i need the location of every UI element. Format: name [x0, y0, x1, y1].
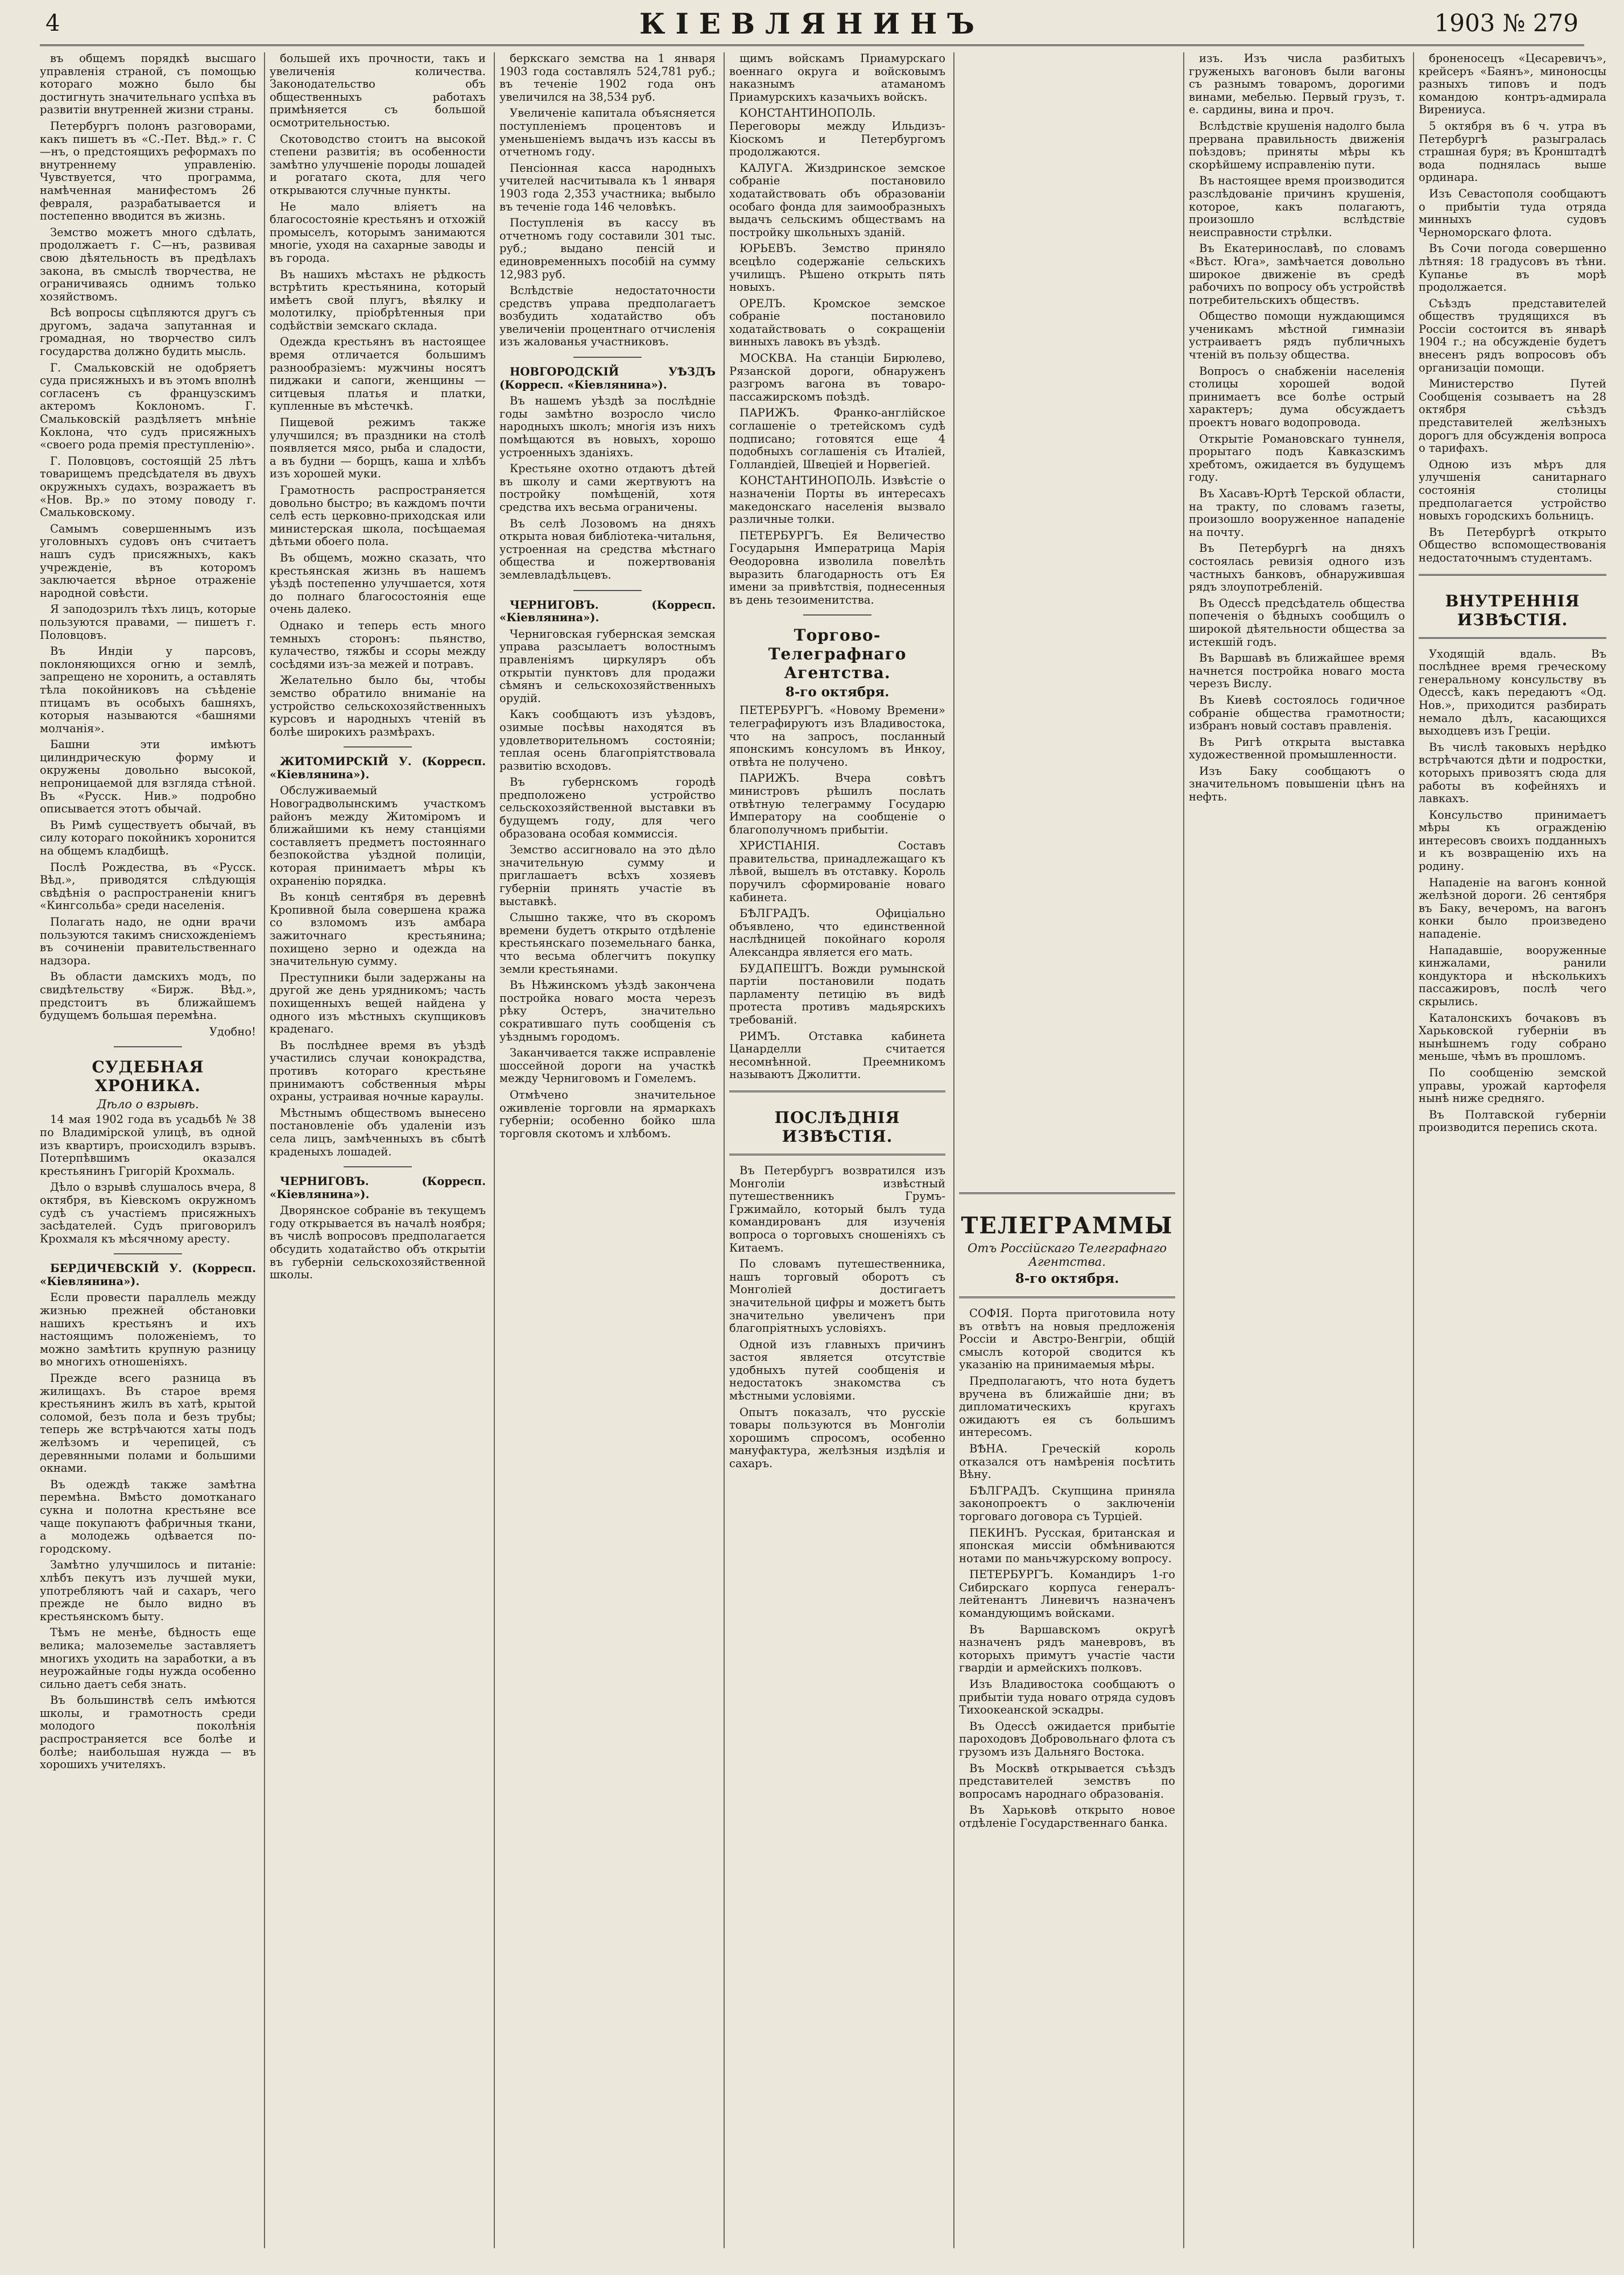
paragraph: ЮРЬЕВЪ. Земство приняло всецѣло содержаніе сельскихъ училищъ. Рѣшено открыть пять новыхъ. [729, 242, 945, 294]
paragraph: Прежде всего разница въ жилищахъ. Въ старое время крестьянинъ жилъ въ хатѣ, крытой соломой, безъ пола и безъ трубы; теперь же встрѣчаются хаты подъ желѣзомъ и черепицей, съ деревянными полами и большими окнами. [40, 1372, 256, 1475]
paragraph: Въ Ригѣ открыта выставка художественной промышленности. [1189, 735, 1405, 762]
paragraph: Вслѣдствіе недостаточности средствъ управа предполагаетъ возбудить ходатайство объ увеличеніи процентнаго отчисленія изъ жалованья участниковъ. [499, 284, 716, 349]
column-rule [724, 52, 725, 2248]
paragraph: Въ большинствѣ селъ имѣются школы, и грамотность среди молодого поколѣнія распространяется все болѣе и болѣе; наибольшая нужда — въ хорошихъ учителяхъ. [40, 1694, 256, 1772]
paragraph: Одежда крестьянъ въ настоящее время отличается большимъ разнообразіемъ: мужчины носятъ пиджаки и сапоги, женщины — ситцевыя платья и платки, купленные въ мѣстечкѣ. [270, 335, 486, 413]
agency-heading: Торгово-Телеграфнаго Агентства. [768, 626, 907, 683]
paragraph: Не мало вліяетъ на благосостояніе крестьянъ и отхожій промыселъ, которымъ занимаются многіе, уходя на сахарные заводы и въ города. [270, 200, 486, 265]
paragraph: ХРИСТІАНІЯ. Составъ правительства, принадлежащаго къ лѣвой, вышелъ въ отставку. Король поручилъ сформированіе новаго кабинета. [729, 839, 945, 904]
paragraph: Черниговская губернская земская управа разсылаетъ волостнымъ правленіямъ циркуляръ объ открытіи пунктовъ для продажи сѣмянъ и сельскохозяйственныхъ орудій. [499, 627, 716, 705]
closing-remark: Удобно! [209, 1025, 256, 1038]
paragraph: Въ настоящее время производится разслѣдованіе причинъ крушенія, которое, какъ полагаютъ, произошло вслѣдствіе неисправности стрѣлки. [1189, 174, 1405, 239]
paragraph: Въ Римѣ существуетъ обычай, въ силу котораго покойникъ хоронится на общемъ кладбищѣ. [40, 818, 256, 858]
paragraph: Въ Москвѣ открывается съѣздъ представителей земствъ по вопросамъ народнаго образованія. [959, 1761, 1175, 1801]
column-rule [494, 52, 495, 2248]
paragraph: броненосецъ «Цесаревичъ», крейсеръ «Баянъ», миноносцы разныхъ типовъ и подъ командою контръ-адмирала Вирениуса. [1419, 52, 1606, 117]
paragraph: Въ Нѣжинскомъ уѣздѣ закончена постройка новаго моста черезъ рѣку Остеръ, значительно сократившаго путь сообщенія съ уѣзднымъ городомъ. [499, 978, 716, 1043]
masthead [40, 0, 1584, 46]
paragraph: Петербургъ полонъ разговорами, какъ пишетъ въ «С.-Пет. Вѣд.» г. С—нъ, о предстоящихъ реформахъ по внутреннему управленію. Чувствуется, что программа, намѣченная манифестомъ 26 февраля, разрабатывается и постепенно вводится въ жизнь. [40, 119, 256, 223]
paragraph: Въ Варшавскомъ округѣ назначенъ рядъ маневровъ, въ которыхъ примутъ участіе части гвардіи и армейскихъ полковъ. [959, 1622, 1175, 1675]
separator [344, 1166, 412, 1167]
paragraph: Въ одеждѣ также замѣтна перемѣна. Вмѣсто домотканаго сукна и полотна крестьяне все чаще покупаютъ фабричныя ткани, а молодежь одѣвается по-городскому. [40, 1477, 256, 1555]
internal-news-heading: ВНУТРЕННІЯ ИЗВѢСТІЯ. [1445, 591, 1580, 629]
column-rule [264, 52, 265, 2248]
paragraph: Консульство принимаетъ мѣры къ огражденію интересовъ своихъ подданныхъ и къ возвращенію ихъ на родину. [1419, 808, 1606, 873]
separator [344, 746, 412, 748]
last-news-heading: ПОСЛѢДНІЯ ИЗВѢСТІЯ. [774, 1108, 900, 1146]
correspondence-heading: ЧЕРНИГОВЪ. (Корресп. «Кіевлянина»). [499, 598, 716, 625]
paragraph: Открытіе Романовскаго туннеля, прорытаго подъ Кавказскимъ хребтомъ, ожидается въ будущемъ году. [1189, 432, 1405, 484]
newspaper-title: КІЕВЛЯНИНЪ [639, 7, 985, 40]
paragraph: Въ Харьковѣ открыто новое отдѣленіе Государственнаго банка. [959, 1803, 1175, 1830]
column-2 [270, 52, 486, 2260]
paragraph: ВѢНА. Греческій король отказался отъ намѣренія посѣтить Вѣну. [959, 1442, 1175, 1481]
paragraph: въ общемъ порядкѣ высшаго управленія страной, съ помощью котораго можно было бы достигнуть значительнаго успѣха въ развитіи внутренней жизни страны. [40, 52, 256, 117]
paragraph: ПЕКИНЪ. Русская, британская и японская миссіи обмѣниваются нотами по маньчжурскому вопросу. [959, 1526, 1175, 1565]
paragraph: Въ Петербургѣ на дняхъ состоялась ревизія одного изъ частныхъ банковъ, обнаружившая рядъ злоупотребленій. [1189, 542, 1405, 594]
section-subheading: Дѣло о взрывѣ. [97, 1097, 199, 1112]
column-6 [1189, 52, 1405, 2260]
paragraph: Изъ Севастополя сообщаютъ о прибытіи туда отряда минныхъ судовъ Черноморскаго флота. [1419, 187, 1606, 239]
telegrams-box [959, 1192, 1175, 1298]
paragraph: МОСКВА. На станціи Бирюлево, Рязанской дороги, обнаруженъ разгромъ вагона въ товаро-пассажирскомъ поѣздѣ. [729, 352, 945, 403]
paragraph: ПЕТЕРБУРГЪ. Ея Величество Государыня Императрица Марія Ѳеодоровна изволила повелѣть выразить благодарность отъ Ея имени за привѣтствія, поднесенныя въ день тезоименитства. [729, 529, 945, 606]
paragraph: Въ Одессѣ предсѣдатель общества попеченія о бѣдныхъ сообщилъ о широкой дѣятельности общества за истекшій годъ. [1189, 596, 1405, 649]
paragraph: Въ Хасавъ-Юртѣ Терской области, на тракту, по словамъ газеты, произошло вооруженное нападеніе на почту. [1189, 487, 1405, 539]
paragraph: Дворянское собраніе въ текущемъ году открывается въ началѣ ноября; въ числѣ вопросовъ предполагается обсудить ходатайство объ открытіи въ губерніи сельскохозяйственной школы. [270, 1204, 486, 1282]
paragraph: Въ Екатеринославѣ, по словамъ «Вѣст. Юга», замѣчается довольно широкое движеніе въ средѣ рабочихъ по вопросу объ устройствѣ потребительскихъ обществъ. [1189, 242, 1405, 307]
paragraph: Съѣздъ представителей обществъ трудящихся въ Россіи состоится въ январѣ 1904 г.; на обсужденіе будетъ внесенъ рядъ вопросовъ объ организаціи помощи. [1419, 296, 1606, 374]
paragraph: Земство можетъ много сдѣлать, продолжаетъ г. С—нъ, развивая свою дѣятельность въ предѣлахъ закона, въ смыслѣ творчества, не ограничиваясь однимъ только хозяйствомъ. [40, 225, 256, 303]
paragraph: Изъ Владивостока сообщаютъ о прибытіи туда новаго отряда судовъ Тихоокеанской эскадры. [959, 1678, 1175, 1717]
column-rule [1183, 52, 1184, 2248]
paragraph: щимъ войскамъ Приамурскаго военнаго округа и войсковымъ наказнымъ атаманомъ Приамурскихъ казачьихъ войскъ. [729, 52, 945, 104]
paragraph: Въ Петербургъ возвратился изъ Монголіи извѣстный путешественникъ Грумъ-Гржимайло, который былъ туда командированъ для изученія вопроса о торговыхъ сношеніяхъ съ Китаемъ. [729, 1163, 945, 1254]
paragraph: 14 мая 1902 года въ усадьбѣ № 38 по Владимірской улицѣ, въ одной изъ квартиръ, происходилъ взрывъ. Потерпѣвшимъ оказался крестьянинъ Григорій Крохмаль. [40, 1113, 256, 1178]
paragraph: Тѣмъ не менѣе, бѣдность еще велика; малоземелье заставляетъ многихъ уходить на заработки, а въ неурожайные годы нужда особенно сильно даетъ себя знать. [40, 1626, 256, 1691]
paragraph: Желательно было бы, чтобы земство обратило вниманіе на устройство сельскохозяйственныхъ курсовъ и народныхъ чтеній въ болѣе широкихъ размѣрахъ. [270, 674, 486, 738]
paragraph: Г. Половцовъ, состоящій 25 лѣтъ товарищемъ предсѣдателя въ двухъ окружныхъ судахъ, возражаетъ въ «Нов. Вр.» по этому поводу г. Смальковскому. [40, 454, 256, 519]
paragraph: Каталонскихъ бочаковъ въ Харьковской губерніи въ нынѣшнемъ году собрано меньше, чѣмъ въ прошломъ. [1419, 1011, 1606, 1063]
separator [573, 590, 642, 591]
last-news-box [729, 1091, 945, 1155]
paragraph: Общество помощи нуждающимся ученикамъ мѣстной гимназіи устраиваетъ рядъ публичныхъ чтеній въ пользу общества. [1189, 309, 1405, 362]
paragraph: Въ нашемъ уѣздѣ за послѣдніе годы замѣтно возросло число народныхъ школъ; многія изъ нихъ помѣщаются въ новыхъ, хорошо устроенныхъ зданіяхъ. [499, 394, 716, 459]
paragraph: КАЛУГА. Жиздринское земское собраніе постановило ходатайствовать объ образованіи особаго фонда для заимообразныхъ выдачъ сельскимъ обществамъ на постройку школьныхъ зданій. [729, 161, 945, 239]
paragraph: Въ Сочи погода совершенно лѣтняя: 18 градусовъ въ тѣни. Купанье въ морѣ продолжается. [1419, 242, 1606, 294]
paragraph: Земство ассигновало на это дѣло значительную сумму и приглашаетъ всѣхъ хозяевъ губерніи принять участіе въ выставкѣ. [499, 843, 716, 908]
paragraph: БУДАПЕШТЪ. Вожди румынской партіи постановили подать парламенту петицію въ видѣ протеста противъ мадьярскихъ требованій. [729, 961, 945, 1026]
paragraph: Поступленія въ кассу въ отчетномъ году составили 301 тыс. руб.; выдано пенсій и единовременныхъ пособій на сумму 12,983 руб. [499, 216, 716, 281]
column-7 [1419, 52, 1606, 2260]
telegrams-heading: ТЕЛЕГРАММЫ [961, 1212, 1173, 1239]
paragraph: Замѣтно улучшилось и питаніе: хлѣбъ пекутъ изъ лучшей муки, употребляютъ чай и сахаръ, чего прежде не было видно въ крестьянскомъ быту. [40, 1558, 256, 1623]
paragraph: большей ихъ прочности, такъ и увеличенія количества. Законодательство объ общественныхъ работахъ примѣняется съ большой осмотрительностью. [270, 52, 486, 129]
column-3 [499, 52, 716, 2260]
separator [803, 614, 871, 616]
paragraph: По сообщенію земской управы, урожай картофеля нынѣ ниже средняго. [1419, 1066, 1606, 1105]
column-5 [959, 1183, 1175, 2260]
paragraph: Мѣстнымъ обществомъ вынесено постановленіе объ удаленіи изъ села лицъ, замѣченныхъ въ сбытѣ краденыхъ лошадей. [270, 1106, 486, 1158]
paragraph: Опытъ показалъ, что русскіе товары пользуются въ Монголіи хорошимъ спросомъ, особенно мануфактура, желѣзныя издѣлія и сахаръ. [729, 1405, 945, 1471]
paragraph: Всѣ вопросы сцѣпляются другъ съ другомъ, задача запутанная и громадная, но творчество силъ государства должно будить мысль. [40, 306, 256, 358]
paragraph: Въ Петербургѣ открыто Общество вспомоществованія недостаточнымъ студентамъ. [1419, 525, 1606, 564]
separator [114, 1253, 182, 1254]
paragraph: По словамъ путешественника, нашъ торговый оборотъ съ Монголіей достигаетъ значительной цифры и можетъ быть значительно увеличенъ при благопріятныхъ условіяхъ. [729, 1257, 945, 1335]
paragraph: Въ числѣ таковыхъ нерѣдко встрѣчаются дѣти и подростки, которыхъ привозятъ сюда для работы въ кофейняхъ и лавкахъ. [1419, 740, 1606, 806]
paragraph: Въ концѣ сентября въ деревнѣ Кропивной была совершена кража со взломомъ изъ амбара зажиточнаго крестьянина; похищено зерно и одежда на значительную сумму. [270, 890, 486, 968]
paragraph: Вопросъ о снабженіи населенія столицы хорошей водой принимаетъ все болѣе острый характеръ; дума обсуждаетъ проектъ новаго водопровода. [1189, 364, 1405, 430]
paragraph: Увеличеніе капитала объясняется поступленіемъ процентовъ и уменьшеніемъ выдачъ изъ кассы въ отчетномъ году. [499, 106, 716, 159]
separator [573, 357, 642, 358]
paragraph: Самымъ совершеннымъ изъ уголовныхъ судовъ онъ считаетъ нашъ судъ присяжныхъ, какъ учрежденіе, въ которомъ заключается вѣрное отраженіе народной совѣсти. [40, 522, 256, 600]
paragraph: Въ общемъ, можно сказать, что крестьянская жизнь въ нашемъ уѣздѣ постепенно улучшается, хотя до полнаго благосостоянія еще очень далеко. [270, 551, 486, 616]
paragraph: РИМЪ. Отставка кабинета Цанарделли считается несомнѣнной. Преемникомъ называютъ Джолитти. [729, 1029, 945, 1081]
paragraph: Крестьяне охотно отдаютъ дѣтей въ школу и сами жертвуютъ на постройку помѣщеній, хотя средства ихъ весьма ограничены. [499, 462, 716, 514]
paragraph: Грамотность распространяется довольно быстро; въ каждомъ почти селѣ есть церковно-приходская или министерская школа, посѣщаемая дѣтьми обоего пола. [270, 484, 486, 548]
paragraph: Пенсіонная касса народныхъ учителей насчитывала къ 1 января 1903 года 2,353 участника; выбыло въ теченіе года 146 человѣкъ. [499, 161, 716, 213]
paragraph: Въ послѣднее время въ уѣздѣ участились случаи конокрадства, противъ котораго крестьяне принимаютъ собственныя мѣры охраны, устраивая ночные караулы. [270, 1038, 486, 1104]
paragraph: беркскаго земства на 1 января 1903 года составлялъ 524,781 руб.; въ теченіе 1902 года онъ увеличился на 38,534 руб. [499, 52, 716, 104]
paragraph: Нападавшіе, вооруженные кинжалами, ранили кондуктора и нѣсколькихъ пассажировъ, послѣ чего скрылись. [1419, 943, 1606, 1008]
paragraph: Какъ сообщаютъ изъ уѣздовъ, озимые посѣвы находятся въ удовлетворительномъ состояніи; теплая осень благопріятствовала развитію всходовъ. [499, 708, 716, 773]
paragraph: БѢЛГРАДЪ. Офиціально объявлено, что единственной наслѣдницей покойнаго короля Александра является его мать. [729, 907, 945, 959]
paragraph: Уходящій вдаль. Въ послѣднее время греческому генеральному консульству въ Одессѣ, какъ передаютъ «Од. Нов.», приходится разбирать немало дѣлъ, касающихся выходцевъ изъ Греціи. [1419, 647, 1606, 738]
paragraph: Въ области дамскихъ модъ, по свидѣтельству «Бирж. Вѣд.», предстоитъ въ ближайшемъ будущемъ большая перемѣна. [40, 970, 256, 1022]
paragraph: Скотоводство стоитъ на высокой степени развитія; въ особенности замѣтно улучшеніе породы лошадей и рогатаго скота, для чего открываются случные пункты. [270, 132, 486, 197]
agency-date: 8-го октября. [785, 684, 890, 700]
paragraph: КОНСТАНТИНОПОЛЬ. Переговоры между Ильдизъ-Кіоскомъ и Петербургомъ продолжаются. [729, 106, 945, 159]
paragraph: Министерство Путей Сообщенія созываетъ на 28 октября съѣздъ представителей желѣзныхъ дорогъ для обсужденія вопроса о тарифахъ. [1419, 377, 1606, 455]
paragraph: Въ Индіи у парсовъ, поклоняющихся огню и землѣ, запрещено не хоронить, а оставлять тѣла покойниковъ на съѣденіе птицамъ въ особыхъ башняхъ, которыя называются «башнями молчанія». [40, 645, 256, 735]
paragraph: Преступники были задержаны на другой же день урядникомъ; часть похищенныхъ вещей найдена у одного изъ мѣстныхъ скупщиковъ краденаго. [270, 971, 486, 1036]
paragraph: ПЕТЕРБУРГЪ. Командиръ 1-го Сибирскаго корпуса генералъ-лейтенантъ Линевичъ назначенъ командующимъ войсками. [959, 1568, 1175, 1620]
paragraph: Въ Полтавской губерніи производится перепись скота. [1419, 1108, 1606, 1134]
telegrams-subheading: Отъ Россійскаго Телеграфнаго Агентства. [968, 1241, 1167, 1269]
paragraph: Отмѣчено значительное оживленіе торговли на ярмаркахъ губерніи; особенно бойко шла торговля скотомъ и хлѣбомъ. [499, 1088, 716, 1140]
paragraph: Одною изъ мѣръ для улучшенія санитарнаго состоянія столицы предполагается устройство новыхъ городскихъ больницъ. [1419, 457, 1606, 523]
paragraph: Послѣ Рождества, въ «Русск. Вѣд.», приводятся слѣдующія свѣдѣнія о распространеніи книгъ «Кингсольба» среди населенія. [40, 860, 256, 913]
paragraph: КОНСТАНТИНОПОЛЬ. Извѣстіе о назначеніи Порты въ интересахъ македонскаго населенія вызвало различные толки. [729, 474, 945, 526]
paragraph: Башни эти имѣютъ цилиндрическую форму и окружены довольно высокой, непроницаемой для взгляда стѣной. Въ «Русск. Нив.» подробно описывается этотъ обычай. [40, 738, 256, 816]
paragraph: ОРЕЛЪ. Кромское земское собраніе постановило ходатайствовать о сокращеніи винныхъ лавокъ въ уѣздѣ. [729, 296, 945, 349]
paragraph: Дѣло о взрывѣ слушалось вчера, 8 октября, въ Кіевскомъ окружномъ судѣ съ участіемъ присяжныхъ засѣдателей. Судъ приговорилъ Крохмаля къ мѣсячному аресту. [40, 1180, 256, 1245]
paragraph: СОФІЯ. Порта приготовила ноту въ отвѣтъ на новыя предложенія Россіи и Австро-Венгріи, общій смыслъ которой сводится къ указанію на принимаемыя мѣры. [959, 1307, 1175, 1372]
paragraph: Г. Смальковскій не одобряетъ суда присяжныхъ и въ этомъ вполнѣ согласенъ съ французскимъ актеромъ Коклономъ. Г. Смальковскій раздѣляетъ мнѣніе Коклона, что судъ присяжныхъ «своего рода премія преступленію». [40, 361, 256, 452]
correspondence-heading: БЕРДИЧЕВСКІЙ У. (Корресп. «Кіевлянина»). [40, 1262, 256, 1288]
paragraph: Вслѣдствіе крушенія надолго была прервана правильность движенія поѣздовъ; приняты мѣры къ скорѣйшему исправленію пути. [1189, 119, 1405, 171]
paragraph: Я заподозрилъ тѣхъ лицъ, которые пользуются правами, — пишетъ г. Половцовъ. [40, 602, 256, 642]
paragraph: Въ нашихъ мѣстахъ не рѣдкость встрѣтить крестьянина, который имѣетъ свой плугъ, вѣялку и молотилку, пріобрѣтенныя при содѣйствіи земскаго склада. [270, 267, 486, 332]
paragraph: Заканчивается также исправленіе шоссейной дороги на участкѣ между Черниговомъ и Гомелемъ. [499, 1046, 716, 1085]
paragraph: Въ Варшавѣ въ ближайшее время начнется постройка новаго моста черезъ Вислу. [1189, 651, 1405, 691]
section-heading: СУДЕБНАЯ ХРОНИКА. [92, 1058, 204, 1096]
paragraph: Въ Одессѣ ожидается прибытіе пароходовъ Добровольнаго флота съ грузомъ изъ Дальняго Востока. [959, 1719, 1175, 1758]
internal-news-box [1419, 574, 1606, 639]
paragraph: Одной изъ главныхъ причинъ застоя является отсутствіе удобныхъ путей сообщенія и недостатокъ знакомства съ мѣстными условіями. [729, 1337, 945, 1403]
column-1 [40, 52, 256, 2260]
paragraph: ПЕТЕРБУРГЪ. «Новому Времени» телеграфируютъ изъ Владивостока, что на запросъ, посланный японскимъ консуломъ въ Инкоу, отвѣта не получено. [729, 704, 945, 769]
paragraph: изъ. Изъ числа разбитыхъ груженыхъ вагоновъ были вагоны съ разнымъ товаромъ, дорогими винами, мебелью. Первый грузъ, т. е. сардины, вина и проч. [1189, 52, 1405, 117]
paragraph: 5 октября въ 6 ч. утра въ Петербургѣ разыгралась страшная буря; въ Кронштадтѣ вода поднялась выше ординара. [1419, 119, 1606, 184]
column-4 [729, 52, 945, 2260]
paragraph: Изъ Баку сообщаютъ о значительномъ повышеніи цѣнъ на нефть. [1189, 764, 1405, 804]
telegrams-date: 8-го октября. [1015, 1271, 1119, 1286]
paragraph: Въ Киевѣ состоялось годичное собраніе общества грамотности; избранъ новый составъ правленія. [1189, 693, 1405, 733]
paragraph: Въ селѣ Лозовомъ на дняхъ открыта новая библіотека-читальня, устроенная на средства мѣстнаго общества и пожертвованія землевладѣльцевъ. [499, 517, 716, 581]
page-number: 4 [46, 10, 60, 36]
paragraph: ПАРИЖЪ. Вчера совѣтъ министровъ рѣшилъ послать отвѣтную телеграмму Государю Императору на сообщеніе о благополучномъ прибытіи. [729, 771, 945, 836]
paragraph: Въ губернскомъ городѣ предположено устройство сельскохозяйственной выставки въ будущемъ году, для чего образована особая коммиссія. [499, 775, 716, 840]
paragraph: Однако и теперь есть много темныхъ сторонъ: пьянство, кулачество, тяжбы и ссоры между сосѣдями изъ-за межей и потравъ. [270, 618, 486, 671]
paragraph: Слышно также, что въ скоромъ времени будетъ открыто отдѣленіе крестьянскаго поземельнаго банка, что весьма облегчитъ покупку земли крестьянами. [499, 911, 716, 976]
paragraph: ПАРИЖЪ. Франко-англійское соглашеніе о третейскомъ судѣ подписано; готовятся еще 4 подобныхъ соглашенія съ Италіей, Голландіей, Швеціей и Норвегіей. [729, 406, 945, 471]
paragraph: Предполагаютъ, что нота будетъ вручена въ ближайшіе дни; въ дипломатическихъ кругахъ ожидаютъ ея съ большимъ интересомъ. [959, 1374, 1175, 1439]
correspondence-heading: НОВГОРОДСКІЙ УѢЗДЪ (Корресп. «Кіевлянина»). [499, 365, 716, 391]
paragraph: Пищевой режимъ также улучшился; въ праздники на столѣ появляется мясо, рыба и сладости, а въ будни — борщъ, каша и хлѣбъ изъ хорошей муки. [270, 416, 486, 481]
column-rule [1413, 52, 1414, 2248]
separator [114, 1046, 182, 1047]
column-rule [953, 52, 954, 2248]
correspondence-heading: ЖИТОМИРСКІЙ У. (Корресп. «Кіевлянина»). [270, 755, 486, 781]
issue-number: 1903 № 279 [1434, 9, 1578, 37]
paragraph: Обслуживаемый Новоградволынскимъ участкомъ районъ между Житоміромъ и ближайшими къ нему станціями составляетъ предметъ постояннаго безпокойства уѣздной полиціи, которая принимаетъ мѣры къ охраненію порядка. [270, 784, 486, 887]
paragraph: БѢЛГРАДЪ. Скупщина приняла законопроектъ о заключеніи торговаго договора съ Турціей. [959, 1484, 1175, 1523]
paragraph: Нападеніе на вагонъ конной желѣзной дороги. 26 сентября въ Баку, вечеромъ, на вагонъ конки было произведено нападеніе. [1419, 876, 1606, 941]
paragraph: Полагать надо, не одни врачи пользуются такимъ снисхожденіемъ въ сочиненіи правительственнаго надзора. [40, 915, 256, 967]
paragraph: Если провести параллель между жизнью прежней обстановки нашихъ крестьянъ и ихъ настоящимъ положеніемъ, то можно замѣтить крупную разницу во многихъ отношеніяхъ. [40, 1291, 256, 1369]
correspondence-heading: ЧЕРНИГОВЪ. (Корресп. «Кіевлянина»). [270, 1175, 486, 1201]
